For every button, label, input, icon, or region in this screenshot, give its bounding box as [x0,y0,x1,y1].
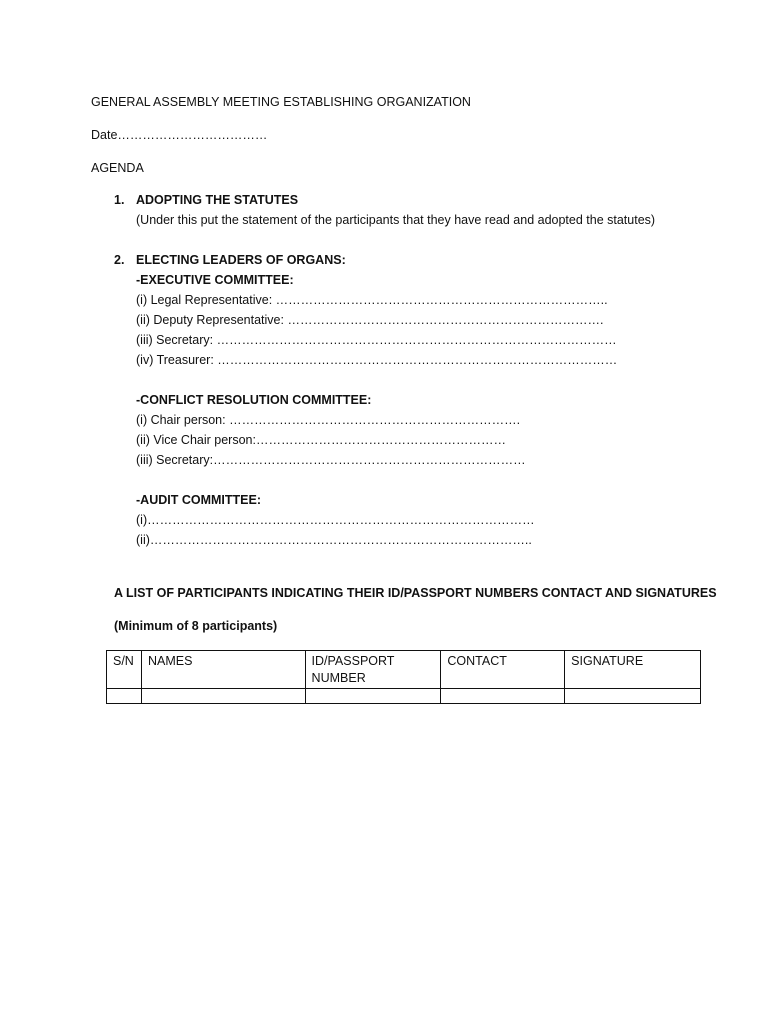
treasurer-line: (iv) Treasurer: …………………………………………………………………………………… [136,353,618,367]
signature-column-header: SIGNATURE [565,651,701,689]
executive-committee-heading: -EXECUTIVE COMMITTEE: [136,273,294,287]
table-row [107,689,701,704]
item-1-number: 1. [114,193,125,207]
names-cell[interactable] [141,689,305,704]
audit-member-1-line: (i)………………………………………………………………………………… [136,513,535,527]
item-2-heading: ELECTING LEADERS OF ORGANS: [136,253,346,267]
chair-person-line: (i) Chair person: ……………………………………………………………. [136,413,521,427]
vice-chair-person-line: (ii) Vice Chair person:…………………………………………………… [136,433,506,447]
contact-cell[interactable] [441,689,565,704]
sn-cell[interactable] [107,689,142,704]
audit-member-2-line: (ii)……………………………………………………………………………….. [136,533,532,547]
participants-heading: A LIST OF PARTICIPANTS INDICATING THEIR ID/PASSPORT NUMBERS CONTACT AND SIGNATURES [114,586,717,600]
id-header-line-2: NUMBER [311,671,366,685]
document-title: GENERAL ASSEMBLY MEETING ESTABLISHING ORGANIZATION [91,95,471,109]
agenda-label: AGENDA [91,161,144,175]
names-column-header: NAMES [141,651,305,689]
sn-column-header: S/N [107,651,142,689]
deputy-representative-line: (ii) Deputy Representative: …………………………………………………………………. [136,313,604,327]
date-line: Date……………………………… [91,128,268,142]
executive-secretary-line: (iii) Secretary: …………………………………………………………………………………… [136,333,617,347]
participants-table [106,650,701,704]
item-2-number: 2. [114,253,125,267]
audit-committee-heading: -AUDIT COMMITTEE: [136,493,261,507]
id-passport-column-header [305,651,441,689]
signature-cell[interactable] [565,689,701,704]
participants-header-row [107,651,701,689]
id-header-line-1: ID/PASSPORT [311,654,395,668]
id-passport-cell[interactable] [305,689,441,704]
contact-column-header: CONTACT [441,651,565,689]
conflict-secretary-line: (iii) Secretary:………………………………………………………………… [136,453,526,467]
conflict-committee-heading: -CONFLICT RESOLUTION COMMITTEE: [136,393,372,407]
item-1-heading: ADOPTING THE STATUTES [136,193,299,207]
item-1-note: (Under this put the statement of the participants that they have read and adopted the statutes) [136,213,656,227]
participants-note: (Minimum of 8 participants) [114,619,278,633]
legal-representative-line: (i) Legal Representative: …………………………………………………………………….. [136,293,608,307]
